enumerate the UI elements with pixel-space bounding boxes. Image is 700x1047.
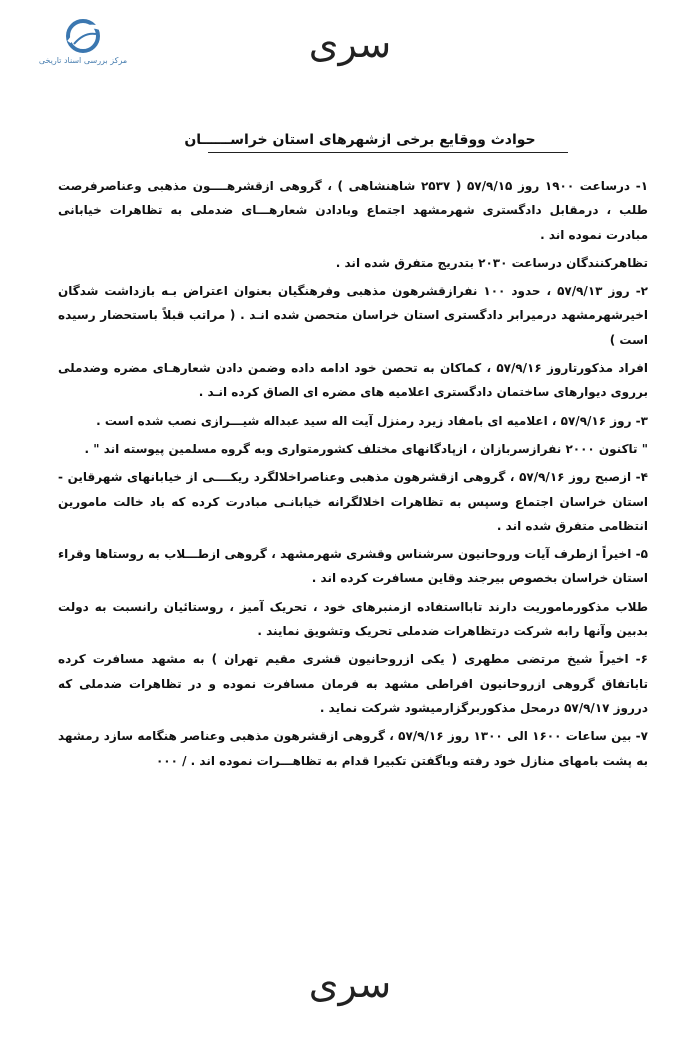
paragraph-1-continuation: تظاهرکنندگان درساعت ۲۰۳۰ بتدریج متفرق شده اند . bbox=[335, 255, 648, 270]
paragraph-5: ۵- اخیراً ازطرف آیات وروحانیون سرشناس وقشری شهرمشهد ، گروهی ازطـــلاب به روستاها وقراء استان خراسان بخصوص بیرجند وقاین مسافرت کرده اند . bbox=[58, 547, 648, 586]
paragraph-4: ۴- ازصبح روز ۵۷/۹/۱۶ ، گروهی ازقشرهون مذهبی وعناصراخلالگرد ریکــــی از خیابانهای شهرقاین - استان خراسان اجتماع وسپس به تظاهرات اخلالگرانه خیابانـی مبادرت کرده که باد خالت مامورین انتظامی متفرق شده اند . bbox=[58, 470, 648, 533]
paragraph-5-continuation: طلاب مذکورماموریت دارند تابااستفاده ازمنبرهای خود ، تحریک آمیز ، روستائیان رانسبت به دولت بدبین وآنها رابه شرکت درتظاهرات ضدملی تحریک وتشویق نمایند . bbox=[58, 599, 648, 639]
title-underline bbox=[208, 152, 568, 153]
paragraph-3-quote: " تاکنون ۲۰۰۰ نفرازسربازان ، ازپادگانهای مختلف کشورمتواری وبه گروه مسلمین پیوسته اند " . bbox=[84, 441, 648, 456]
paragraph-2: ۲- روز ۵۷/۹/۱۳ ، حدود ۱۰۰ نفرازقشرهون مذهبی وفرهنگیان بعنوان اعتراض بـه بازداشت شدگان اخیرشهرمشهد درمیرابر دادگستری استان خراسان متحصن شده انـد . ( مراتب قبلاً باستحضار رسیده است ) bbox=[58, 284, 648, 347]
document-title: حوادث ووقایع برخی ازشهرهای استان خراســــــان bbox=[184, 132, 536, 148]
document-body bbox=[58, 174, 648, 773]
classification-stamp-bottom: سری bbox=[308, 962, 392, 1006]
paragraph-6: ۶- اخیراً شیخ مرتضی مطهری ( یکی ازروحانیون قشری مقیم تهران ) به مشهد مسافرت کرده تاباتفاق گروهی ازروحانیون افراطی مشهد به فرمان مسافرت نموده و در تظاهرات ضدملی که درروز ۵۷/۹/۱۷ درمحل مذکوربرگزارمیشود شرکت نماید . bbox=[58, 652, 648, 715]
paragraph-2-continuation: افراد مذکورتاروز ۵۷/۹/۱۶ ، کماکان به تحصن خود ادامه داده وضمن دادن شعارهـای مضره وضدملی برروی دیوارهای ساختمان دادگستری اعلامیه های مضره ای الصاق کرده انـد . bbox=[58, 361, 649, 400]
classification-stamp-top: سری bbox=[308, 22, 392, 66]
paragraph-1: ۱- درساعت ۱۹۰۰ روز ۵۷/۹/۱۵ ( ۲۵۳۷ شاهنشاهی ) ، گروهی ازقشرهــــون مذهبی وعناصرفرصت طلب ، درمقابل دادگستری شهرمشهد اجتماع وبادادن شعارهـــای ضدملی به تظاهرات خیابانی مبادرت نموده اند . bbox=[58, 179, 649, 242]
logo-caption: مرکز بررسی اسناد تاریخی bbox=[38, 56, 128, 65]
paragraph-3: ۳- روز ۵۷/۹/۱۶ ، اعلامیه ای بامفاد زیرد رمنزل آیت اله سید عبداله شیـــرازی نصب شده است . bbox=[96, 413, 648, 428]
paragraph-7: ۷- بین ساعات ۱۶۰۰ الی ۱۳۰۰ روز ۵۷/۹/۱۶ ، گروهی ازقشرهون مذهبی وعناصر هنگامه سازد رمشهد به پشت بامهای منازل خود رفته وباگفتن تکبیرا قدام به تظاهـــرات نموده اند . / ۰۰۰ bbox=[58, 729, 648, 768]
